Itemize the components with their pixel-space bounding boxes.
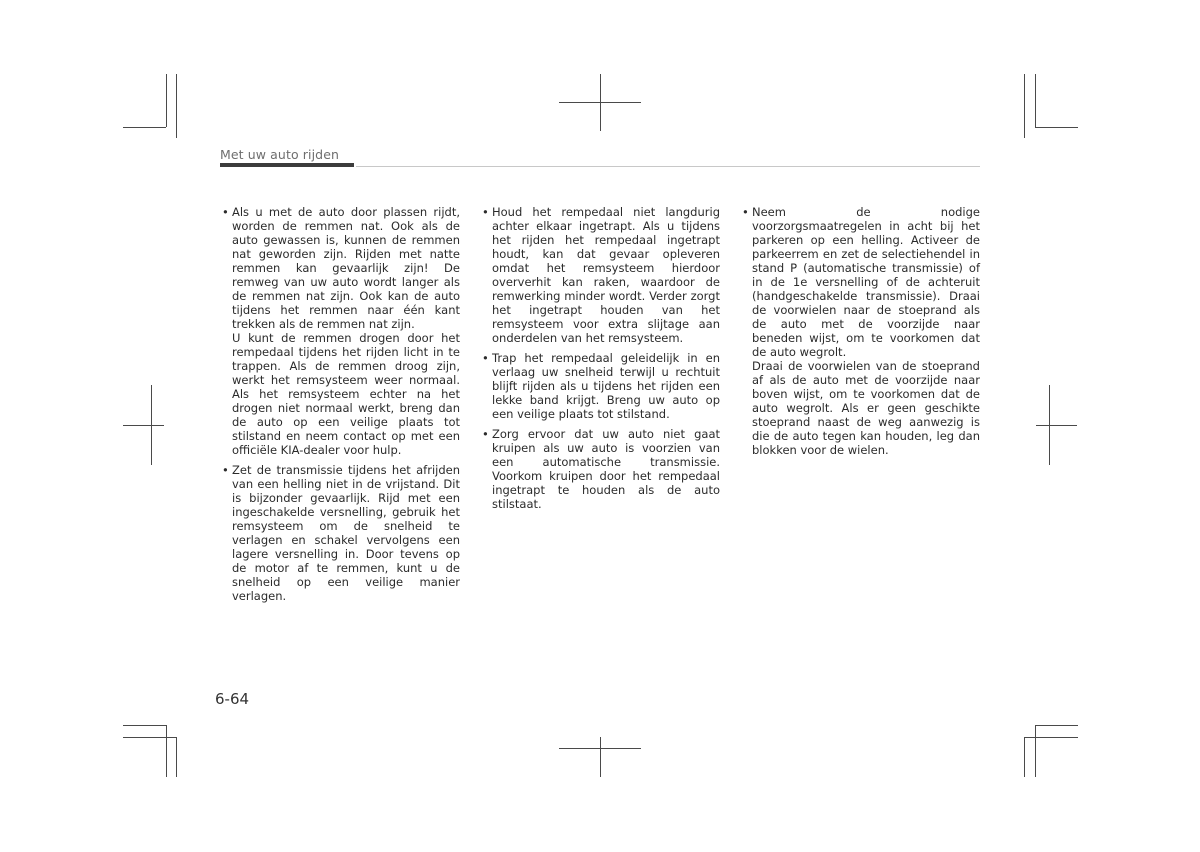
crop-mark bbox=[1024, 737, 1078, 738]
bullet-item bbox=[482, 351, 720, 421]
crop-mark bbox=[1035, 725, 1036, 777]
page-number: 6-64 bbox=[215, 690, 250, 708]
bullet-marker: • bbox=[482, 351, 489, 365]
crop-mark bbox=[123, 127, 166, 128]
bullet-item bbox=[742, 205, 980, 457]
paragraph: Zet de transmissie tijdens het afrijden van een helling niet in de vrijstand. Dit is bijzonder gevaarlijk. Rijd met een ingeschakelde versnelling, gebruik het remsysteem om de snelheid te verlagen en schakel vervolgens een lagere versnelling in. Door tevens op de motor af te remmen, kunt u de snelheid op een veilige manier verlagen. bbox=[232, 463, 460, 603]
bullet-item bbox=[482, 205, 720, 345]
paragraph: Houd het rempedaal niet langdurig achter elkaar ingetrapt. Als u tijdens het rijden het rempedaal ingetrapt houdt, kan dat gevaar opleveren omdat het remsysteem hierdoor oververhit kan raken, waardoor de remwerking minder wordt. Verder zorgt het ingetrapt houden van het remsysteem voor extra slijtage aan onderdelen van het remsysteem. bbox=[492, 205, 720, 345]
crop-mark bbox=[123, 737, 176, 738]
registration-mark bbox=[123, 425, 164, 426]
bullet-marker: • bbox=[482, 427, 489, 441]
text-column-1 bbox=[222, 205, 460, 609]
crop-mark bbox=[166, 725, 167, 777]
crop-mark bbox=[176, 737, 177, 777]
header-rule bbox=[356, 166, 980, 167]
text-column-3 bbox=[742, 205, 980, 463]
bullet-item bbox=[222, 463, 460, 603]
registration-mark bbox=[151, 385, 152, 465]
bullet-marker: • bbox=[742, 205, 749, 219]
registration-mark bbox=[600, 737, 601, 777]
bullet-marker: • bbox=[222, 463, 229, 477]
section-title: Met uw auto rijden bbox=[220, 147, 340, 162]
registration-mark bbox=[1049, 385, 1050, 465]
paragraph: Trap het rempedaal geleidelijk in en verlaag uw snelheid terwijl u rechtuit blijft rijden als u tijdens het rijden een lekke band krijgt. Breng uw auto op een veilige plaats tot stilstand. bbox=[492, 351, 720, 421]
paragraph: Neem de nodige voorzorgsmaatregelen in acht bij het parkeren op een helling. Activeer de parkeerrem en zet de selectiehendel in stand P (automatische transmissie) of in de 1e versnelling of de achteruit (handgeschakelde transmissie). Draai de voorwielen naar de stoeprand als de auto met de voorzijde naar beneden wijst, om te voorkomen dat de auto wegrolt. bbox=[752, 205, 980, 359]
crop-mark bbox=[1024, 737, 1025, 777]
bullet-item bbox=[482, 427, 720, 511]
crop-mark bbox=[176, 74, 177, 138]
crop-mark bbox=[166, 74, 167, 127]
paragraph: Draai de voorwielen van de stoeprand af als de auto met de voorzijde naar boven wijst, om te voorkomen dat de auto wegrolt. Als er geen geschikte stoeprand naast de weg aanwezig is die de auto tegen kan houden, leg dan blokken voor de wielen. bbox=[752, 359, 980, 457]
crop-mark bbox=[1024, 74, 1025, 138]
paragraph: Zorg ervoor dat uw auto niet gaat kruipen als uw auto is voorzien van een automatische transmissie. Voorkom kruipen door het rempedaal ingetrapt te houden als de auto stilstaat. bbox=[492, 427, 720, 511]
bullet-marker: • bbox=[222, 205, 229, 219]
crop-mark bbox=[1035, 74, 1036, 127]
crop-mark bbox=[1035, 127, 1078, 128]
header-accent-bar bbox=[220, 163, 354, 167]
crop-mark bbox=[123, 725, 166, 726]
registration-mark bbox=[600, 74, 601, 131]
crop-mark bbox=[1035, 725, 1078, 726]
paragraph: Als u met de auto door plassen rijdt, worden de remmen nat. Ook als de auto gewassen is, kunnen de remmen nat geworden zijn. Rijden met natte remmen kan gevaarlijk zijn! De remweg van uw auto wordt langer als de remmen nat zijn. Ook kan de auto tijdens het remmen naar één kant trekken als de remmen nat zijn. bbox=[232, 205, 460, 331]
paragraph: U kunt de remmen drogen door het rempedaal tijdens het rijden licht in te trappen. Als de remmen droog zijn, werkt het remsysteem weer normaal. Als het remsysteem echter na het drogen niet normaal werkt, breng dan de auto op een veilige plaats tot stilstand en neem contact op met een officiële KIA-dealer voor hulp. bbox=[232, 331, 460, 457]
bullet-item bbox=[222, 205, 460, 457]
text-column-2 bbox=[482, 205, 720, 517]
bullet-marker: • bbox=[482, 205, 489, 219]
registration-mark bbox=[1036, 425, 1077, 426]
